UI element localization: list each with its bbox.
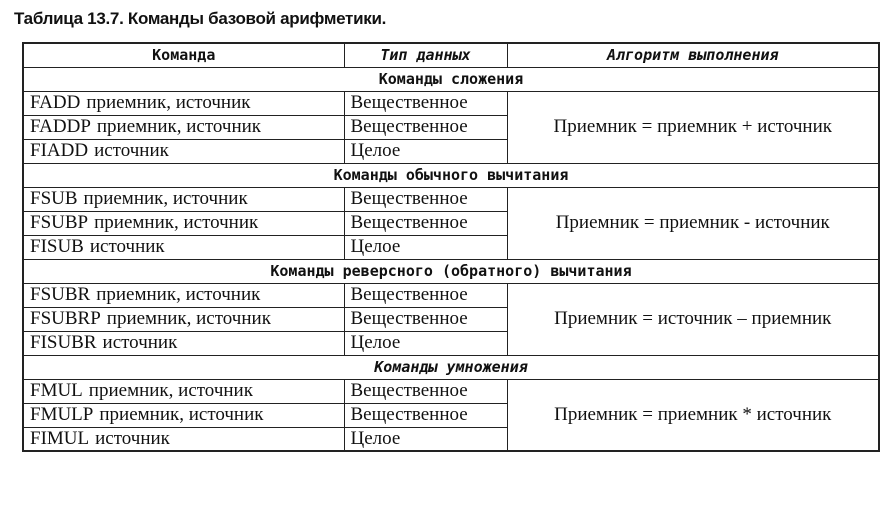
table-row	[23, 187, 879, 211]
command-cell	[23, 211, 344, 235]
command-args: источник	[94, 140, 169, 161]
table-row	[23, 283, 879, 307]
command-cell	[23, 139, 344, 163]
section-title: Команды умножения	[23, 355, 879, 379]
data-type-cell: Вещественное	[344, 91, 507, 115]
data-type-cell: Целое	[344, 139, 507, 163]
command-cell	[23, 427, 344, 451]
command-op: FIMUL	[30, 427, 90, 449]
command-args: приемник, источник	[106, 308, 271, 329]
header-algorithm: Алгоритм выполнения	[507, 43, 879, 67]
data-type-cell: Вещественное	[344, 403, 507, 427]
section-title: Команды обычного вычитания	[23, 163, 879, 187]
command-cell	[23, 235, 344, 259]
command-cell	[23, 187, 344, 211]
table-caption: Таблица 13.7. Команды базовой арифметики.	[14, 9, 387, 28]
algorithm-cell: Приемник = приемник - источник	[507, 187, 879, 259]
section-row-subtraction	[23, 163, 879, 187]
command-op: FSUBRP	[30, 308, 101, 329]
section-row-reverse-subtraction	[23, 259, 879, 283]
section-title: Команды сложения	[23, 67, 879, 91]
command-op: FADD	[30, 92, 81, 113]
command-op: FMUL	[30, 380, 83, 401]
command-cell	[23, 115, 344, 139]
command-op: FISUB	[30, 236, 84, 257]
data-type-cell: Целое	[344, 427, 507, 451]
command-args: приемник, источник	[86, 92, 251, 113]
command-args: приемник, источник	[96, 284, 261, 305]
arithmetic-commands-table	[22, 42, 880, 452]
data-type-cell: Целое	[344, 331, 507, 355]
command-args: источник	[95, 427, 170, 449]
command-cell	[23, 403, 344, 427]
command-cell	[23, 283, 344, 307]
command-args: источник	[102, 332, 178, 353]
command-op: FIADD	[30, 140, 89, 161]
command-op: FMULP	[30, 404, 94, 425]
command-args: приемник, источник	[99, 404, 264, 425]
command-cell	[23, 91, 344, 115]
table-row	[23, 91, 879, 115]
command-cell	[23, 379, 344, 403]
header-data-type: Тип данных	[344, 43, 507, 67]
command-op: FSUBR	[30, 284, 91, 305]
section-row-multiplication	[23, 355, 879, 379]
command-args: приемник, источник	[94, 212, 259, 233]
data-type-cell: Вещественное	[344, 307, 507, 331]
command-op: FADDP	[30, 116, 91, 137]
section-row-addition	[23, 67, 879, 91]
command-args: приемник, источник	[83, 188, 248, 209]
data-type-cell: Вещественное	[344, 379, 507, 403]
data-type-cell: Целое	[344, 235, 507, 259]
command-args: источник	[89, 236, 165, 257]
section-title: Команды реверсного (обратного) вычитания	[23, 259, 879, 283]
data-type-cell: Вещественное	[344, 211, 507, 235]
table-row	[23, 379, 879, 403]
algorithm-cell: Приемник = приемник * источник	[507, 379, 879, 451]
algorithm-cell: Приемник = источник – приемник	[507, 283, 879, 355]
data-type-cell: Вещественное	[344, 283, 507, 307]
command-cell	[23, 331, 344, 355]
data-type-cell: Вещественное	[344, 187, 507, 211]
header-command: Команда	[23, 43, 344, 67]
command-args: приемник, источник	[88, 380, 253, 401]
data-type-cell: Вещественное	[344, 115, 507, 139]
header-row	[23, 43, 879, 67]
command-args: приемник, источник	[96, 116, 262, 137]
command-op: FISUBR	[30, 332, 97, 353]
command-op: FSUB	[30, 188, 78, 209]
command-cell	[23, 307, 344, 331]
command-op: FSUBP	[30, 212, 89, 233]
algorithm-cell: Приемник = приемник + источник	[507, 91, 879, 163]
